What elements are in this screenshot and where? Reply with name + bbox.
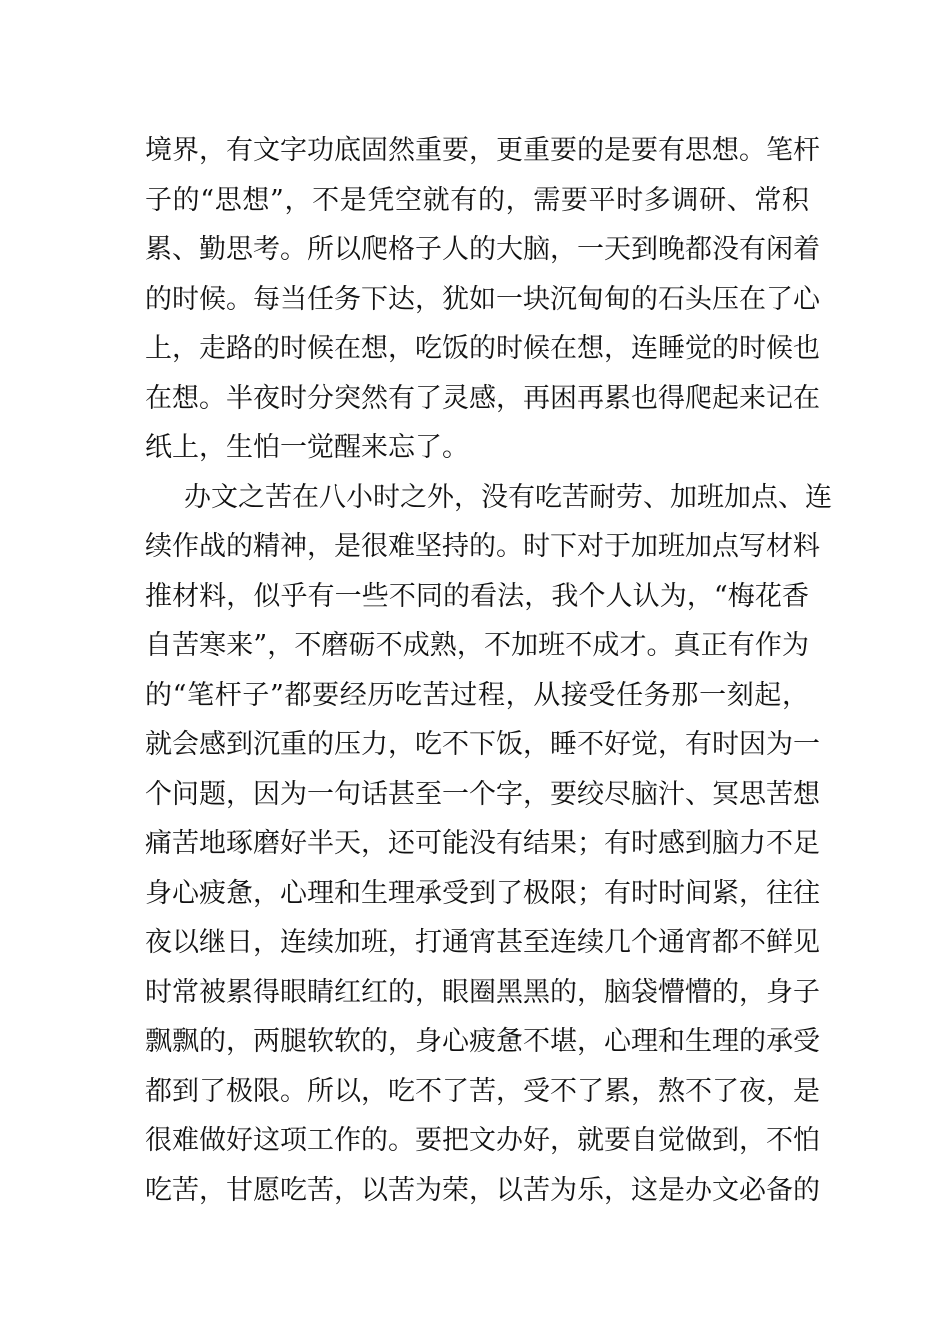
paragraph-1 [145,126,820,473]
paragraph-line: 很难做好这项工作的。要把文办好，就要自觉做到，不怕 [145,1125,820,1156]
paragraph-line: 的时候。每当任务下达，犹如一块沉甸甸的石头压在了心 [145,283,820,315]
paragraph-line: 身心疲惫，心理和生理承受到了极限；有时时间紧，往往 [145,877,820,909]
paragraph-line: 累、勤思考。所以爬格子人的大脑，一天到晚都没有闲着 [145,234,820,265]
paragraph-line: 吃苦，甘愿吃苦，以苦为荣，以苦为乐，这是办文必备的 [145,1174,820,1206]
paragraph-line: 续作战的精神，是很难坚持的。时下对于加班加点写材料 [145,531,820,562]
paragraph-2 [145,473,832,1216]
paragraph-line: 推材料，似乎有一些不同的看法，我个人认为，“梅花香 [145,580,809,612]
paragraph-line: 子的“思想”，不是凭空就有的，需要平时多调研、常积 [145,184,809,216]
paragraph-line: 都到了极限。所以，吃不了苦，受不了累，熬不了夜，是 [145,1075,820,1107]
paragraph-line: 时常被累得眼睛红红的，眼圈黑黑的，脑袋懵懵的，身子 [145,976,820,1008]
paragraph-line: 上，走路的时候在想，吃饭的时候在想，连睡觉的时候也 [145,333,820,364]
paragraph-line: 就会感到沉重的压力，吃不下饭，睡不好觉，有时因为一 [145,729,820,760]
paragraph-line: 的“笔杆子”都要经历吃苦过程，从接受任务那一刻起， [145,679,809,711]
document-body [145,126,832,1215]
paragraph-line: 夜以继日，连续加班，打通宵甚至连续几个通宵都不鲜见 [145,927,820,958]
paragraph-line: 在想。半夜时分突然有了灵感，再困再累也得爬起来记在 [145,382,820,414]
paragraph-line: 纸上，生怕一觉醒来忘了。 [145,432,469,463]
paragraph-line: 自苦寒来”，不磨砺不成熟，不加班不成才。真正有作为 [145,630,809,661]
paragraph-line: 个问题，因为一句话甚至一个字，要绞尽脑汁、冥思苦想 [145,778,820,810]
paragraph-line: 飘飘的，两腿软软的，身心疲惫不堪，心理和生理的承受 [145,1026,820,1057]
paragraph-line: 境界，有文字功底固然重要，更重要的是要有思想。笔杆 [145,135,820,166]
paragraph-line: 办文之苦在八小时之外，没有吃苦耐劳、加班加点、连 [184,481,832,513]
paragraph-line: 痛苦地琢磨好半天，还可能没有结果；有时感到脑力不足 [145,828,820,859]
